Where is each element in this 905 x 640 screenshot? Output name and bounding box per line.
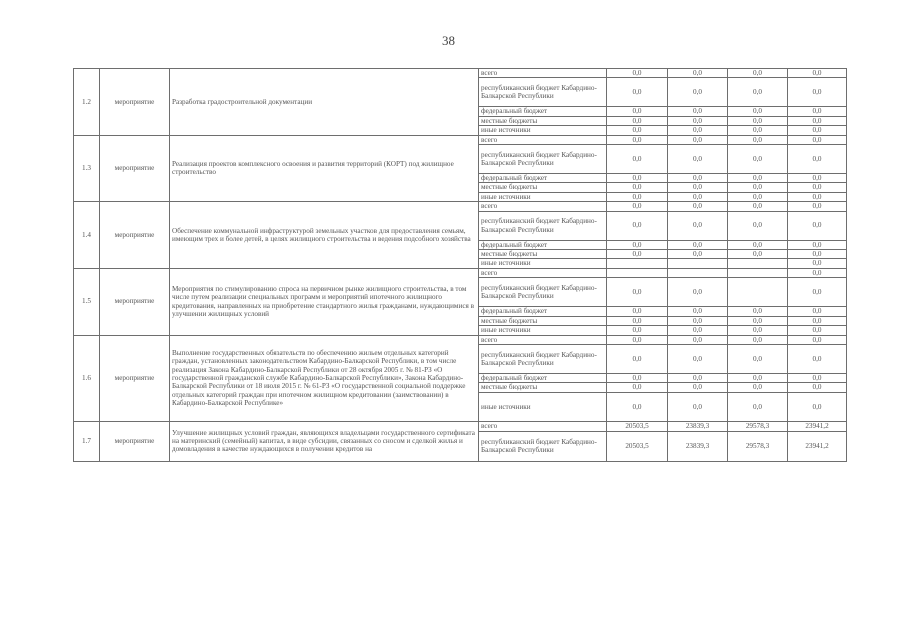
funding-value: 0,0: [788, 268, 847, 277]
funding-value: 0,0: [728, 135, 788, 144]
funding-value: 0,0: [728, 78, 788, 107]
funding-value: 0,0: [728, 240, 788, 249]
funding-value: 0,0: [607, 250, 668, 259]
budget-table: [73, 68, 847, 462]
funding-value: 0,0: [728, 344, 788, 373]
funding-source: всего: [479, 202, 607, 211]
item-number: 1.3: [74, 135, 100, 202]
item-name: Разработка градостроительной документации: [170, 69, 479, 136]
funding-value: 23941,2: [788, 421, 847, 431]
funding-source: всего: [479, 135, 607, 144]
item-kind: мероприятие: [100, 268, 170, 335]
table-row-1.5: [74, 268, 847, 277]
item-kind: мероприятие: [100, 69, 170, 136]
funding-source: местные бюджеты: [479, 116, 607, 125]
funding-value: 0,0: [607, 126, 668, 135]
funding-source: республиканский бюджет Кабардино-Балкарской Республики: [479, 145, 607, 174]
funding-value: 0,0: [728, 316, 788, 325]
funding-value: 0,0: [668, 211, 728, 240]
funding-value: [728, 259, 788, 268]
table-row-1.7: [74, 421, 847, 431]
table-row-1.2: [74, 69, 847, 78]
item-number: 1.5: [74, 268, 100, 335]
item-number: 1.7: [74, 421, 100, 461]
funding-value: 0,0: [668, 135, 728, 144]
funding-value: 0,0: [607, 78, 668, 107]
funding-value: 0,0: [788, 259, 847, 268]
funding-value: [668, 259, 728, 268]
funding-source: республиканский бюджет Кабардино-Балкарской Республики: [479, 344, 607, 373]
funding-value: 0,0: [668, 307, 728, 316]
item-name: Мероприятия по стимулированию спроса на первичном рынке жилищного строительства, в том числе путем реализации специальных программ и мероприятий ипотечного жилищного кредитования, направленных на приобретение стандартного жилья гражданами, нуждающимися в улучшении жилищных условий: [170, 268, 479, 335]
funding-value: 0,0: [668, 335, 728, 344]
funding-value: 0,0: [607, 278, 668, 307]
funding-value: 0,0: [668, 250, 728, 259]
funding-source: местные бюджеты: [479, 383, 607, 392]
funding-value: 0,0: [728, 383, 788, 392]
item-kind: мероприятие: [100, 135, 170, 202]
funding-source: иные источники: [479, 259, 607, 268]
funding-source: федеральный бюджет: [479, 240, 607, 249]
funding-value: 0,0: [607, 307, 668, 316]
funding-value: 0,0: [607, 202, 668, 211]
funding-value: [728, 268, 788, 277]
funding-value: 0,0: [788, 278, 847, 307]
funding-source: иные источники: [479, 192, 607, 201]
funding-value: 0,0: [728, 126, 788, 135]
funding-value: 0,0: [788, 69, 847, 78]
funding-value: 0,0: [788, 383, 847, 392]
funding-value: 0,0: [788, 240, 847, 249]
funding-value: 0,0: [607, 174, 668, 183]
funding-value: [607, 268, 668, 277]
funding-value: 0,0: [788, 174, 847, 183]
funding-value: [728, 278, 788, 307]
funding-value: 0,0: [728, 192, 788, 201]
item-name: Улучшение жилищных условий граждан, являющихся владельцами государственного сертификата на материнский (семейный) капитал, в виде субсидии, связанных со сносом и сделкой жилья и домовладения в качестве нуждающихся в получении кредитов на: [170, 421, 479, 461]
funding-value: 0,0: [728, 373, 788, 382]
page-number: 38: [442, 33, 455, 48]
item-number: 1.2: [74, 69, 100, 136]
funding-value: 0,0: [607, 183, 668, 192]
funding-value: 0,0: [728, 145, 788, 174]
item-number: 1.6: [74, 335, 100, 421]
funding-value: 0,0: [668, 392, 728, 421]
funding-value: 0,0: [788, 145, 847, 174]
funding-value: 0,0: [788, 192, 847, 201]
funding-value: 0,0: [788, 78, 847, 107]
funding-source: иные источники: [479, 326, 607, 335]
funding-value: 23941,2: [788, 431, 847, 461]
funding-source: республиканский бюджет Кабардино-Балкарской Республики: [479, 431, 607, 461]
funding-source: всего: [479, 421, 607, 431]
funding-source: иные источники: [479, 392, 607, 421]
funding-value: 0,0: [607, 107, 668, 116]
funding-value: 0,0: [728, 307, 788, 316]
funding-value: 0,0: [607, 383, 668, 392]
funding-value: 0,0: [668, 116, 728, 125]
funding-value: 0,0: [728, 211, 788, 240]
item-name: Выполнение государственных обязательств по обеспечению жильем отдельных категорий граждан, установленных законодательством Кабардино-Балкарской Республики, в том числе реализация Закона Кабардино-Балкарской Республики от 28 октября 2005 г. № 81-РЗ «О государственной гражданской службе Кабардино-Балкарской Республики», Закона Кабардино-Балкарской Республики от 18 июля 2015 г. № 61-РЗ «О государственной социальной поддержке отдельных категорий граждан при ипотечном жилищном кредитовании (заимствовании) в Кабардино-Балкарской Республике»: [170, 335, 479, 421]
funding-value: 0,0: [728, 174, 788, 183]
funding-source: всего: [479, 69, 607, 78]
funding-value: 0,0: [668, 145, 728, 174]
funding-value: 0,0: [607, 344, 668, 373]
funding-value: 0,0: [668, 78, 728, 107]
funding-value: 0,0: [788, 307, 847, 316]
item-name: Обеспечение коммунальной инфраструктурой земельных участков для предоставления семьям, имеющим трех и более детей, в целях жилищного строительства и ведения подсобного хозяйства: [170, 202, 479, 269]
funding-value: 0,0: [607, 316, 668, 325]
funding-value: 0,0: [668, 174, 728, 183]
funding-value: 0,0: [607, 373, 668, 382]
funding-value: 0,0: [788, 344, 847, 373]
funding-value: 23839,3: [668, 431, 728, 461]
funding-source: местные бюджеты: [479, 316, 607, 325]
funding-value: [607, 259, 668, 268]
funding-source: федеральный бюджет: [479, 107, 607, 116]
funding-value: 0,0: [728, 69, 788, 78]
funding-value: 0,0: [728, 107, 788, 116]
funding-value: 0,0: [668, 183, 728, 192]
funding-value: 0,0: [788, 373, 847, 382]
funding-value: 0,0: [788, 107, 847, 116]
funding-value: 0,0: [668, 383, 728, 392]
funding-source: республиканский бюджет Кабардино-Балкарской Республики: [479, 211, 607, 240]
funding-source: всего: [479, 268, 607, 277]
item-name: Реализация проектов комплексного освоения и развития территорий (КОРТ) под жилищное строительство: [170, 135, 479, 202]
funding-value: 0,0: [607, 192, 668, 201]
funding-value: 23839,3: [668, 421, 728, 431]
funding-value: 20503,5: [607, 421, 668, 431]
funding-value: 0,0: [668, 126, 728, 135]
funding-value: 0,0: [788, 335, 847, 344]
funding-value: 0,0: [668, 69, 728, 78]
funding-value: 0,0: [728, 183, 788, 192]
funding-value: 0,0: [607, 69, 668, 78]
funding-value: 0,0: [788, 183, 847, 192]
funding-value: 0,0: [668, 344, 728, 373]
funding-value: 0,0: [668, 240, 728, 249]
funding-value: 29578,3: [728, 421, 788, 431]
funding-value: 0,0: [607, 326, 668, 335]
funding-value: 0,0: [668, 278, 728, 307]
funding-value: 0,0: [668, 192, 728, 201]
funding-value: 0,0: [607, 335, 668, 344]
funding-value: 0,0: [728, 116, 788, 125]
funding-value: 0,0: [728, 392, 788, 421]
funding-value: 0,0: [788, 392, 847, 421]
funding-value: 0,0: [607, 240, 668, 249]
item-kind: мероприятие: [100, 421, 170, 461]
table-row-1.6: [74, 335, 847, 344]
item-number: 1.4: [74, 202, 100, 269]
funding-value: 20503,5: [607, 431, 668, 461]
funding-value: 0,0: [788, 211, 847, 240]
funding-value: 0,0: [788, 135, 847, 144]
funding-source: местные бюджеты: [479, 250, 607, 259]
funding-source: федеральный бюджет: [479, 174, 607, 183]
funding-value: 0,0: [788, 316, 847, 325]
funding-value: 0,0: [728, 335, 788, 344]
funding-value: 0,0: [668, 373, 728, 382]
funding-value: 0,0: [668, 107, 728, 116]
funding-value: 0,0: [607, 145, 668, 174]
funding-value: 0,0: [607, 211, 668, 240]
funding-value: 0,0: [607, 116, 668, 125]
funding-value: 0,0: [788, 326, 847, 335]
funding-value: 29578,3: [728, 431, 788, 461]
funding-value: 0,0: [788, 202, 847, 211]
table-row-1.4: [74, 202, 847, 211]
item-kind: мероприятие: [100, 335, 170, 421]
funding-value: 0,0: [668, 316, 728, 325]
funding-value: 0,0: [668, 326, 728, 335]
funding-value: [668, 268, 728, 277]
funding-value: 0,0: [607, 135, 668, 144]
funding-value: 0,0: [728, 326, 788, 335]
funding-value: 0,0: [788, 126, 847, 135]
funding-value: 0,0: [728, 250, 788, 259]
funding-value: 0,0: [668, 202, 728, 211]
funding-value: 0,0: [728, 202, 788, 211]
funding-value: 0,0: [607, 392, 668, 421]
funding-value: 0,0: [788, 116, 847, 125]
funding-source: федеральный бюджет: [479, 373, 607, 382]
funding-source: федеральный бюджет: [479, 307, 607, 316]
funding-source: республиканский бюджет Кабардино-Балкарской Республики: [479, 278, 607, 307]
funding-source: республиканский бюджет Кабардино-Балкарской Республики: [479, 78, 607, 107]
table-row-1.3: [74, 135, 847, 144]
funding-source: всего: [479, 335, 607, 344]
funding-source: местные бюджеты: [479, 183, 607, 192]
funding-source: иные источники: [479, 126, 607, 135]
item-kind: мероприятие: [100, 202, 170, 269]
funding-value: 0,0: [788, 250, 847, 259]
